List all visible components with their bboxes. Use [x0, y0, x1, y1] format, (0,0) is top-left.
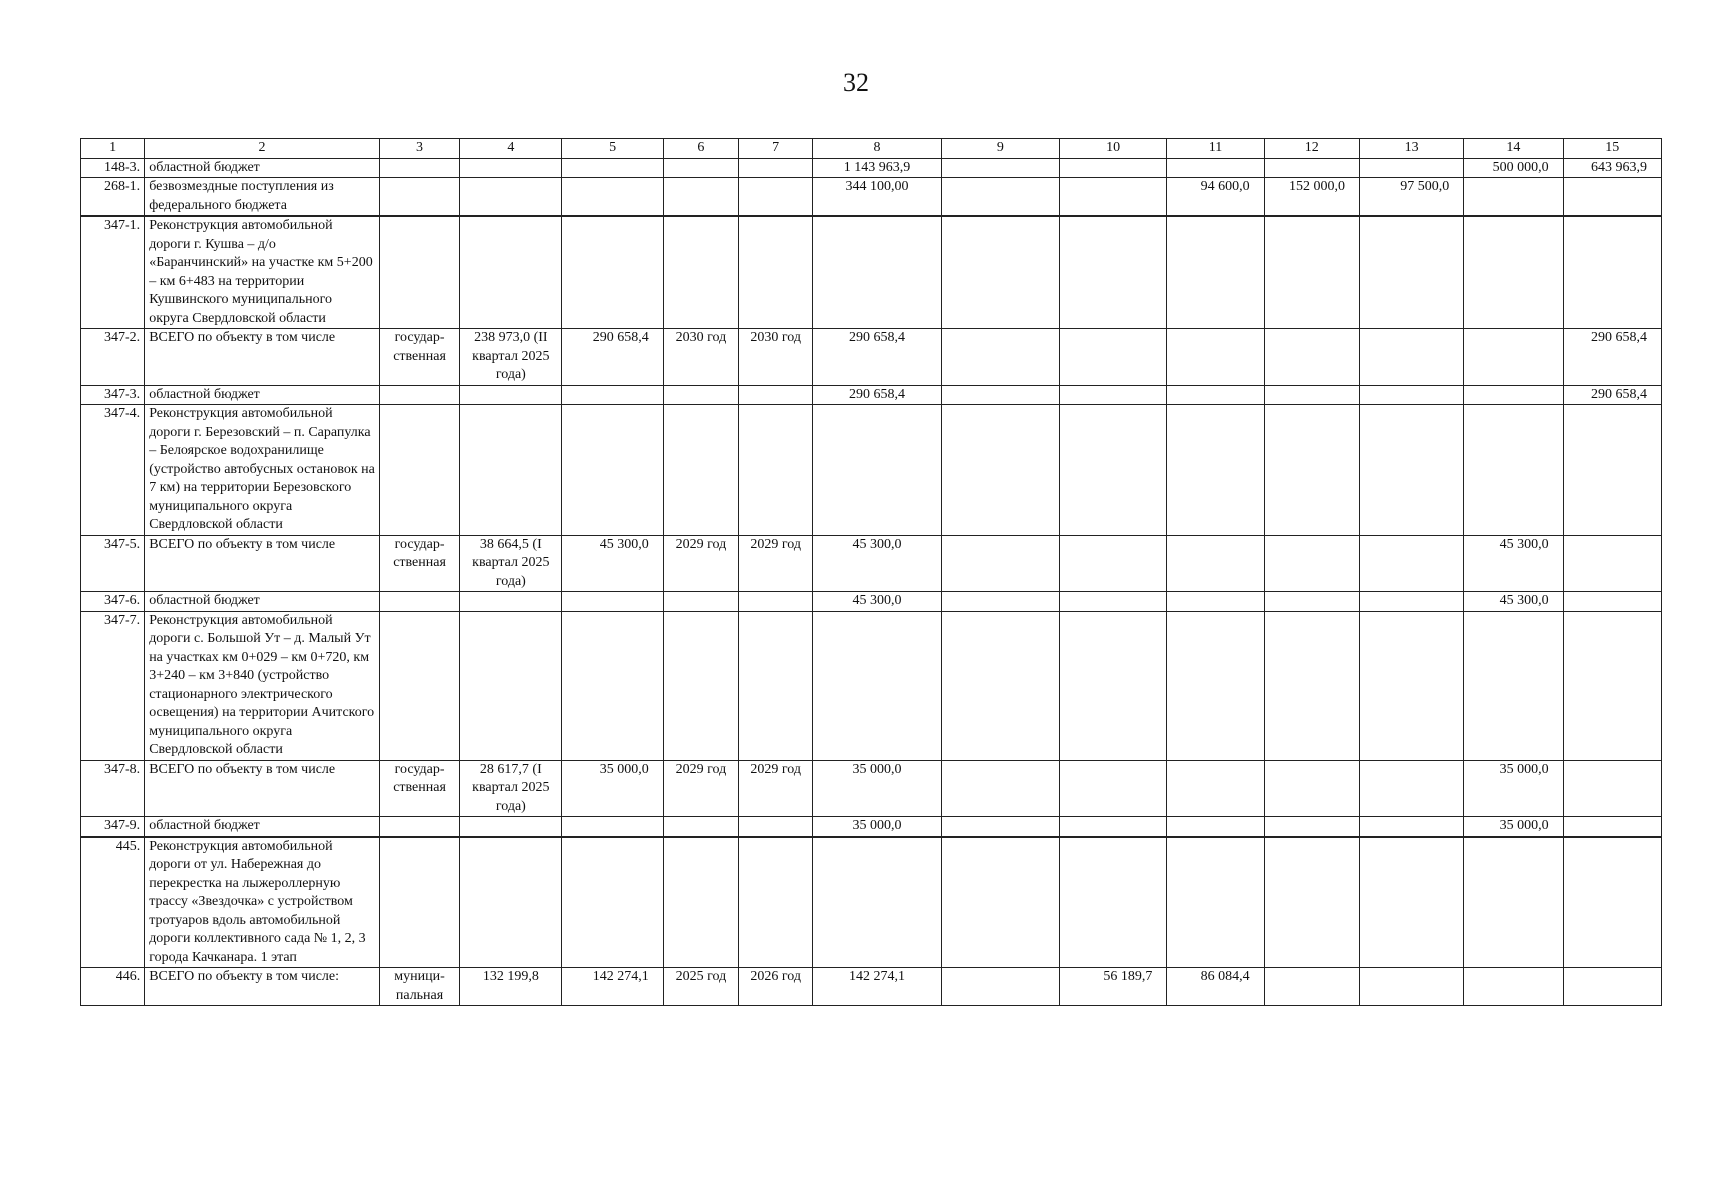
cell-col-4: [460, 216, 562, 329]
cell-col-3: [379, 385, 459, 405]
cell-col-11: [1167, 216, 1264, 329]
cell-col-4: [460, 611, 562, 760]
cell-col-12: [1264, 158, 1359, 178]
cell-col-1: 347-4.: [81, 405, 145, 536]
column-header: 4: [460, 139, 562, 159]
cell-col-1: 347-2.: [81, 329, 145, 386]
cell-col-1: 446.: [81, 968, 145, 1006]
cell-col-3: [379, 158, 459, 178]
cell-col-11: [1167, 760, 1264, 817]
cell-col-14: [1464, 178, 1563, 217]
cell-col-3: муници-пальная: [379, 968, 459, 1006]
cell-col-10: [1060, 817, 1167, 837]
cell-col-7: [739, 405, 813, 536]
cell-col-4: [460, 837, 562, 968]
cell-col-10: [1060, 405, 1167, 536]
cell-col-5: [562, 158, 663, 178]
cell-col-6: [663, 611, 738, 760]
cell-col-3: [379, 817, 459, 837]
cell-col-10: [1060, 178, 1167, 217]
cell-col-11: [1167, 329, 1264, 386]
cell-col-3: государ-ственная: [379, 760, 459, 817]
cell-col-12: [1264, 385, 1359, 405]
cell-col-8: [813, 611, 941, 760]
column-header: 12: [1264, 139, 1359, 159]
cell-col-1: 347-8.: [81, 760, 145, 817]
cell-col-3: [379, 405, 459, 536]
table-row: [81, 385, 1662, 405]
cell-col-15: [1563, 837, 1661, 968]
cell-col-13: [1359, 329, 1463, 386]
cell-col-10: [1060, 760, 1167, 817]
cell-col-3: [379, 837, 459, 968]
cell-col-9: [941, 216, 1059, 329]
cell-col-3: государ-ственная: [379, 329, 459, 386]
cell-col-11: [1167, 385, 1264, 405]
cell-col-9: [941, 158, 1059, 178]
cell-col-4: [460, 817, 562, 837]
cell-col-1: 268-1.: [81, 178, 145, 217]
cell-col-8: 290 658,4: [813, 385, 941, 405]
cell-col-15: [1563, 178, 1661, 217]
cell-col-5: [562, 405, 663, 536]
cell-col-11: [1167, 592, 1264, 612]
cell-col-2: Реконструкция автомобильной дороги г. Березовский – п. Сарапулка – Белоярское водохранилище (устройство автобусных остановок на 7 км) на территории Березовского муниципального округа Свердловской области: [145, 405, 380, 536]
cell-col-8: 45 300,0: [813, 592, 941, 612]
cell-col-13: [1359, 385, 1463, 405]
cell-col-2: ВСЕГО по объекту в том числе: [145, 760, 380, 817]
page-number: 32: [843, 68, 869, 97]
cell-col-4: [460, 158, 562, 178]
cell-col-8: [813, 405, 941, 536]
cell-col-7: [739, 837, 813, 968]
cell-col-12: [1264, 592, 1359, 612]
cell-col-8: 290 658,4: [813, 329, 941, 386]
cell-col-8: 35 000,0: [813, 760, 941, 817]
cell-col-1: 347-1.: [81, 216, 145, 329]
column-header: 11: [1167, 139, 1264, 159]
table-row: [81, 405, 1662, 536]
cell-col-9: [941, 178, 1059, 217]
cell-col-10: [1060, 592, 1167, 612]
table-row: [81, 968, 1662, 1006]
cell-col-6: [663, 385, 738, 405]
cell-col-14: 35 000,0: [1464, 760, 1563, 817]
cell-col-9: [941, 817, 1059, 837]
cell-col-1: 347-7.: [81, 611, 145, 760]
cell-col-15: [1563, 760, 1661, 817]
cell-col-9: [941, 611, 1059, 760]
cell-col-6: [663, 405, 738, 536]
cell-col-13: [1359, 611, 1463, 760]
table-row: [81, 329, 1662, 386]
cell-col-6: [663, 817, 738, 837]
cell-col-10: [1060, 329, 1167, 386]
column-header: 8: [813, 139, 941, 159]
cell-col-9: [941, 592, 1059, 612]
cell-col-10: [1060, 158, 1167, 178]
column-header: 7: [739, 139, 813, 159]
cell-col-10: 56 189,7: [1060, 968, 1167, 1006]
cell-col-5: [562, 385, 663, 405]
cell-col-3: [379, 592, 459, 612]
cell-col-5: 290 658,4: [562, 329, 663, 386]
cell-col-5: [562, 611, 663, 760]
cell-col-7: [739, 385, 813, 405]
cell-col-7: [739, 817, 813, 837]
cell-col-14: 500 000,0: [1464, 158, 1563, 178]
cell-col-15: 290 658,4: [1563, 385, 1661, 405]
cell-col-9: [941, 968, 1059, 1006]
cell-col-6: [663, 592, 738, 612]
cell-col-8: [813, 216, 941, 329]
cell-col-15: [1563, 535, 1661, 592]
column-header: 1: [81, 139, 145, 159]
cell-col-1: 445.: [81, 837, 145, 968]
cell-col-7: [739, 592, 813, 612]
cell-col-14: [1464, 405, 1563, 536]
cell-col-12: [1264, 216, 1359, 329]
cell-col-7: [739, 216, 813, 329]
cell-col-5: [562, 216, 663, 329]
column-header: 14: [1464, 139, 1563, 159]
table-row: [81, 216, 1662, 329]
cell-col-11: 86 084,4: [1167, 968, 1264, 1006]
cell-col-6: 2029 год: [663, 760, 738, 817]
cell-col-5: 45 300,0: [562, 535, 663, 592]
cell-col-2: областной бюджет: [145, 158, 380, 178]
cell-col-9: [941, 535, 1059, 592]
cell-col-12: [1264, 329, 1359, 386]
column-header: 6: [663, 139, 738, 159]
cell-col-8: 142 274,1: [813, 968, 941, 1006]
cell-col-13: [1359, 216, 1463, 329]
cell-col-12: [1264, 837, 1359, 968]
cell-col-7: [739, 178, 813, 217]
cell-col-12: 152 000,0: [1264, 178, 1359, 217]
column-header: 15: [1563, 139, 1661, 159]
cell-col-2: областной бюджет: [145, 385, 380, 405]
cell-col-13: [1359, 968, 1463, 1006]
cell-col-3: [379, 611, 459, 760]
cell-col-12: [1264, 611, 1359, 760]
cell-col-4: 132 199,8: [460, 968, 562, 1006]
table-row: [81, 592, 1662, 612]
cell-col-8: 45 300,0: [813, 535, 941, 592]
cell-col-7: 2029 год: [739, 760, 813, 817]
cell-col-12: [1264, 968, 1359, 1006]
cell-col-4: [460, 178, 562, 217]
cell-col-5: 35 000,0: [562, 760, 663, 817]
cell-col-6: 2025 год: [663, 968, 738, 1006]
cell-col-13: [1359, 592, 1463, 612]
cell-col-10: [1060, 837, 1167, 968]
cell-col-14: 45 300,0: [1464, 535, 1563, 592]
cell-col-8: [813, 837, 941, 968]
cell-col-1: 148-3.: [81, 158, 145, 178]
cell-col-11: [1167, 158, 1264, 178]
cell-col-14: [1464, 329, 1563, 386]
cell-col-2: Реконструкция автомобильной дороги г. Кушва – д/о «Баранчинский» на участке км 5+200 – км 6+483 на территории Кушвинского муниципального округа Свердловской области: [145, 216, 380, 329]
cell-col-14: [1464, 968, 1563, 1006]
cell-col-15: 290 658,4: [1563, 329, 1661, 386]
cell-col-14: [1464, 611, 1563, 760]
table-row: [81, 760, 1662, 817]
cell-col-1: 347-9.: [81, 817, 145, 837]
budget-table: [80, 138, 1662, 1006]
cell-col-8: 1 143 963,9: [813, 158, 941, 178]
cell-col-10: [1060, 216, 1167, 329]
cell-col-10: [1060, 611, 1167, 760]
table-row: [81, 535, 1662, 592]
cell-col-13: [1359, 817, 1463, 837]
cell-col-2: безвозмездные поступления из федерального бюджета: [145, 178, 380, 217]
cell-col-1: 347-3.: [81, 385, 145, 405]
cell-col-4: [460, 385, 562, 405]
cell-col-5: [562, 592, 663, 612]
cell-col-2: Реконструкция автомобильной дороги с. Большой Ут – д. Малый Ут на участках км 0+029 – км 0+720, км 3+240 – км 3+840 (устройство стационарного электрического освещения) на территории Ачитского муниципального округа Свердловской области: [145, 611, 380, 760]
cell-col-13: [1359, 158, 1463, 178]
cell-col-11: [1167, 611, 1264, 760]
cell-col-3: [379, 178, 459, 217]
cell-col-2: ВСЕГО по объекту в том числе:: [145, 968, 380, 1006]
table-row: [81, 611, 1662, 760]
cell-col-6: [663, 158, 738, 178]
column-header: 2: [145, 139, 380, 159]
cell-col-7: [739, 611, 813, 760]
column-header: 5: [562, 139, 663, 159]
cell-col-12: [1264, 760, 1359, 817]
cell-col-14: [1464, 216, 1563, 329]
cell-col-9: [941, 385, 1059, 405]
cell-col-2: областной бюджет: [145, 817, 380, 837]
cell-col-6: [663, 216, 738, 329]
cell-col-13: [1359, 760, 1463, 817]
cell-col-3: государ-ственная: [379, 535, 459, 592]
cell-col-12: [1264, 535, 1359, 592]
cell-col-7: 2026 год: [739, 968, 813, 1006]
column-header: 3: [379, 139, 459, 159]
cell-col-5: [562, 178, 663, 217]
cell-col-11: [1167, 837, 1264, 968]
cell-col-3: [379, 216, 459, 329]
cell-col-15: [1563, 817, 1661, 837]
cell-col-9: [941, 760, 1059, 817]
table-row: [81, 158, 1662, 178]
cell-col-2: ВСЕГО по объекту в том числе: [145, 535, 380, 592]
cell-col-12: [1264, 817, 1359, 837]
cell-col-13: [1359, 837, 1463, 968]
cell-col-4: 28 617,7 (I квартал 2025 года): [460, 760, 562, 817]
column-number-row: [81, 139, 1662, 159]
cell-col-4: 238 973,0 (II квартал 2025 года): [460, 329, 562, 386]
cell-col-13: [1359, 535, 1463, 592]
cell-col-14: 35 000,0: [1464, 817, 1563, 837]
cell-col-5: [562, 837, 663, 968]
cell-col-5: 142 274,1: [562, 968, 663, 1006]
cell-col-12: [1264, 405, 1359, 536]
cell-col-9: [941, 837, 1059, 968]
cell-col-11: [1167, 535, 1264, 592]
column-header: 13: [1359, 139, 1463, 159]
cell-col-14: [1464, 837, 1563, 968]
table-row: [81, 817, 1662, 837]
cell-col-6: 2030 год: [663, 329, 738, 386]
cell-col-11: [1167, 817, 1264, 837]
cell-col-2: областной бюджет: [145, 592, 380, 612]
cell-col-14: 45 300,0: [1464, 592, 1563, 612]
cell-col-1: 347-5.: [81, 535, 145, 592]
cell-col-9: [941, 405, 1059, 536]
cell-col-7: 2029 год: [739, 535, 813, 592]
column-header: 10: [1060, 139, 1167, 159]
cell-col-8: 344 100,00: [813, 178, 941, 217]
cell-col-10: [1060, 535, 1167, 592]
cell-col-15: [1563, 405, 1661, 536]
cell-col-15: [1563, 968, 1661, 1006]
cell-col-15: [1563, 216, 1661, 329]
cell-col-6: 2029 год: [663, 535, 738, 592]
cell-col-14: [1464, 385, 1563, 405]
cell-col-11: 94 600,0: [1167, 178, 1264, 217]
column-header: 9: [941, 139, 1059, 159]
cell-col-11: [1167, 405, 1264, 536]
cell-col-5: [562, 817, 663, 837]
cell-col-10: [1060, 385, 1167, 405]
cell-col-4: [460, 405, 562, 536]
cell-col-7: [739, 158, 813, 178]
cell-col-2: Реконструкция автомобильной дороги от ул. Набережная до перекрестка на лыжероллерную трассу «Звездочка» с устройством тротуаров вдоль автомобильной дороги коллективного сада № 1, 2, 3 города Качканара. 1 этап: [145, 837, 380, 968]
cell-col-15: [1563, 611, 1661, 760]
cell-col-7: 2030 год: [739, 329, 813, 386]
table-row: [81, 178, 1662, 217]
cell-col-6: [663, 837, 738, 968]
cell-col-1: 347-6.: [81, 592, 145, 612]
cell-col-13: 97 500,0: [1359, 178, 1463, 217]
cell-col-9: [941, 329, 1059, 386]
cell-col-8: 35 000,0: [813, 817, 941, 837]
cell-col-15: 643 963,9: [1563, 158, 1661, 178]
cell-col-6: [663, 178, 738, 217]
cell-col-4: 38 664,5 (I квартал 2025 года): [460, 535, 562, 592]
table-row: [81, 837, 1662, 968]
cell-col-2: ВСЕГО по объекту в том числе: [145, 329, 380, 386]
cell-col-4: [460, 592, 562, 612]
cell-col-15: [1563, 592, 1661, 612]
cell-col-13: [1359, 405, 1463, 536]
